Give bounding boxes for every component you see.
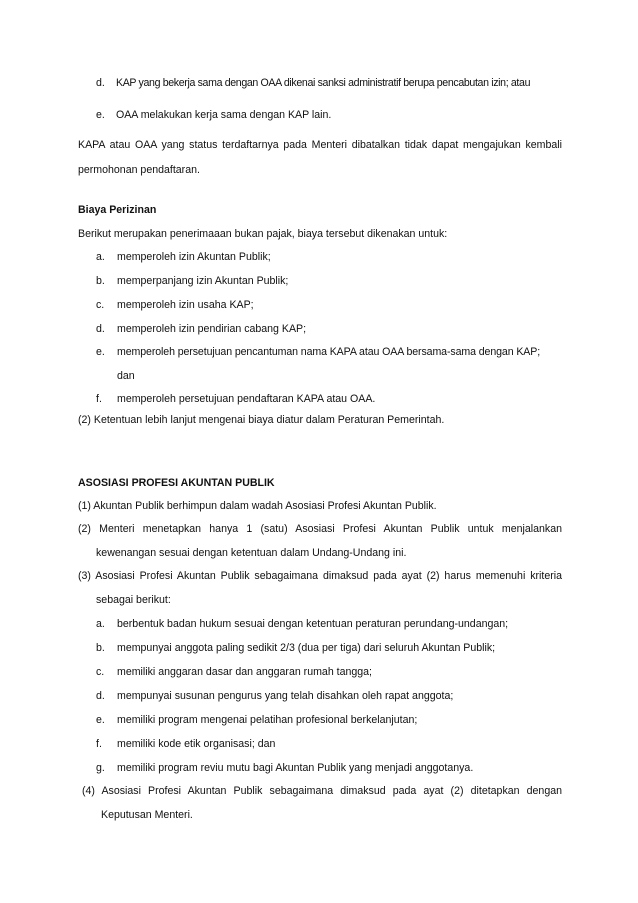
list-marker: d. <box>96 77 105 89</box>
list-text: KAP yang bekerja sama dengan OAA dikenai sanksi administratif berupa pencabutan izin; atau <box>116 77 531 89</box>
list-marker: b. <box>96 275 105 287</box>
paragraph-line: sebagai berikut: <box>96 594 171 606</box>
paragraph-line: (4) Asosiasi Profesi Akuntan Publik sebagaimana dimaksud pada ayat (2) ditetapkan dengan <box>82 785 562 797</box>
paragraph-line: KAPA atau OAA yang status terdaftarnya pada Menteri dibatalkan tidak dapat mengajukan kembali <box>78 139 562 151</box>
list-text: memiliki program mengenai pelatihan profesional berkelanjutan; <box>117 714 418 726</box>
list-text: mempunyai anggota paling sedikit 2/3 (dua per tiga) dari seluruh Akuntan Publik; <box>117 642 496 654</box>
paragraph-line: (2) Menteri menetapkan hanya 1 (satu) Asosiasi Profesi Akuntan Publik untuk menjalankan <box>78 523 562 535</box>
list-marker: e. <box>96 109 105 121</box>
list-marker: f. <box>96 738 102 750</box>
list-text: memperoleh izin usaha KAP; <box>117 299 254 311</box>
section-intro: Berikut merupakan penerimaaan bukan pajak, biaya tersebut dikenakan untuk: <box>78 228 448 240</box>
list-text: memperoleh izin pendirian cabang KAP; <box>117 323 307 335</box>
list-text: memperoleh persetujuan pencantuman nama KAPA atau OAA bersama-sama dengan KAP; <box>117 346 541 358</box>
list-text: memperpanjang izin Akuntan Publik; <box>117 275 289 287</box>
list-text: berbentuk badan hukum sesuai dengan ketentuan peraturan perundang-undangan; <box>117 618 509 630</box>
list-marker: c. <box>96 299 105 311</box>
list-marker: c. <box>96 666 105 678</box>
list-marker: a. <box>96 618 105 630</box>
list-text-continuation: dan <box>117 370 135 382</box>
paragraph-line: kewenangan sesuai dengan ketentuan dalam Undang-Undang ini. <box>96 547 407 559</box>
list-text: memiliki anggaran dasar dan anggaran rumah tangga; <box>117 666 373 678</box>
list-marker: e. <box>96 714 105 726</box>
paragraph-line: Keputusan Menteri. <box>101 809 193 821</box>
list-text: memperoleh persetujuan pendaftaran KAPA atau OAA. <box>117 393 376 405</box>
paragraph-line: permohonan pendaftaran. <box>78 164 200 176</box>
list-marker: d. <box>96 323 105 335</box>
list-marker: b. <box>96 642 105 654</box>
list-marker: e. <box>96 346 105 358</box>
section-heading-biaya: Biaya Perizinan <box>78 204 157 216</box>
paragraph-line: (1) Akuntan Publik berhimpun dalam wadah Asosiasi Profesi Akuntan Publik. <box>78 500 437 512</box>
list-marker: d. <box>96 690 105 702</box>
list-text: memperoleh izin Akuntan Publik; <box>117 251 271 263</box>
list-text: memiliki kode etik organisasi; dan <box>117 738 276 750</box>
paragraph-line: (3) Asosiasi Profesi Akuntan Publik sebagaimana dimaksud pada ayat (2) harus memenuhi kriteria <box>78 570 562 582</box>
list-text: mempunyai susunan pengurus yang telah disahkan oleh rapat anggota; <box>117 690 454 702</box>
list-marker: g. <box>96 762 105 774</box>
section-note: (2) Ketentuan lebih lanjut mengenai biaya diatur dalam Peraturan Pemerintah. <box>78 414 445 426</box>
list-text: OAA melakukan kerja sama dengan KAP lain. <box>116 109 332 121</box>
section-heading-asosiasi: ASOSIASI PROFESI AKUNTAN PUBLIK <box>78 477 275 489</box>
list-marker: a. <box>96 251 105 263</box>
list-text: memiliki program reviu mutu bagi Akuntan Publik yang menjadi anggotanya. <box>117 762 474 774</box>
list-marker: f. <box>96 393 102 405</box>
